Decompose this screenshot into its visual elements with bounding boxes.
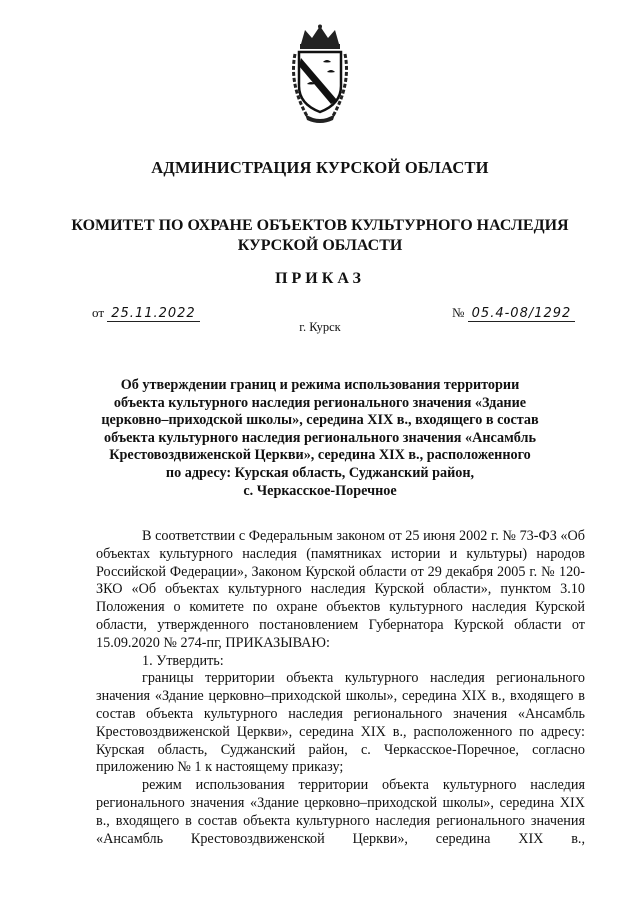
subject-line: церковно–приходской школы», середина XIX в., входящего в состав: [101, 412, 539, 429]
subject-line: Об утверждении границ и режима использования территории: [120, 377, 520, 393]
kursk-coat-of-arms-icon: [287, 24, 353, 126]
date-prefix: от: [92, 305, 105, 320]
subject-line: по адресу: Курская область, Суджанский район,: [165, 464, 475, 481]
subject-line: Крестовоздвиженской Церкви», середина XIX в., расположенного: [109, 447, 531, 464]
order-title: ПРИКАЗ: [275, 270, 365, 287]
subject-line: объекта культурного наследия регионального значения «Здание: [113, 394, 527, 411]
subject-line: с. Черкасское-Поречное: [243, 482, 397, 499]
city: г. Курск: [299, 320, 341, 334]
committee-title-line2: КУРСКОЙ ОБЛАСТИ: [237, 237, 403, 254]
body-paragraph: В соответствии с Федеральным законом от 25 июня 2002 г. № 73-ФЗ «Об объектах культурного наследия (памятниках истории и культуры) народов Российской Федерации», Законом Курской области от 29 декабря 2005 г. № 120-ЗКО «Об объектах культурного наследия Курской области», пунктом 3.10 Положения о комитете по охране объектов культурного наследия Курской области, утвержденного постановлением Губернатора Курской области от 15.09.2020 № 274-пг, ПРИКАЗЫВАЮ:: [96, 528, 585, 651]
committee-title: [0, 216, 640, 256]
administration-title: АДМИНИСТРАЦИЯ КУРСКОЙ ОБЛАСТИ: [151, 158, 489, 177]
body-paragraph: режим использования территории объекта культурного наследия регионального значения «Здание церковно–приходской школы», середина XIX в., входящего в состав объекта культурного наследия регионального значения «Ансамбль Крестовоздвиженской Церкви», середина XIX в.,: [96, 777, 585, 847]
subject-line: объекта культурного наследия регионального значения «Ансамбль: [104, 429, 536, 446]
committee-title-line1: КОМИТЕТ ПО ОХРАНЕ ОБЪЕКТОВ КУЛЬТУРНОГО НАСЛЕДИЯ: [71, 217, 569, 234]
number-prefix: №: [452, 305, 465, 320]
number-value: 05.4-08/1292: [468, 306, 576, 322]
date-value: 25.11.2022: [107, 306, 199, 322]
order-subject: [100, 377, 540, 500]
order-body: [96, 528, 585, 848]
body-paragraph: 1. Утвердить:: [142, 652, 224, 669]
body-paragraph: границы территории объекта культурного наследия регионального значения «Здание церковно–приходской школы», середина XIX в., входящего в состав объекта культурного наследия регионального значения «Ансамбль Крестовоздвиженской Церкви», середина XIX в., расположенного по адресу: Курская область, Суджанский район, с. Черкасское-Поречное, согласно приложению № 1 к настоящему приказу;: [96, 670, 585, 776]
